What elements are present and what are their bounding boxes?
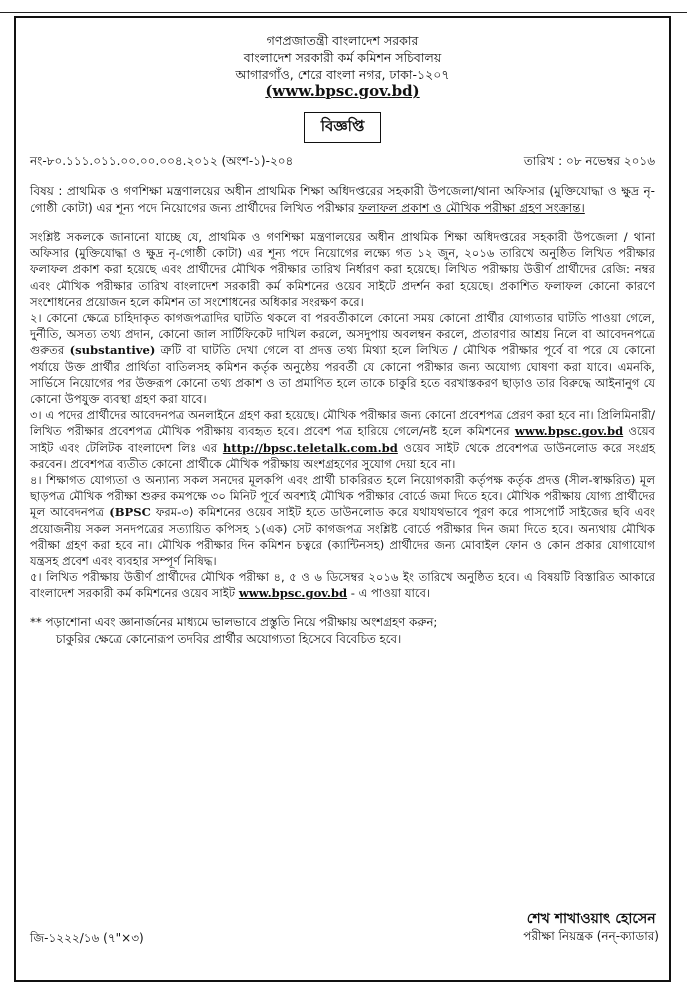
teletalk-link[interactable]: http://bpsc.teletalk.com.bd	[222, 440, 398, 455]
paragraph-4	[30, 472, 655, 569]
footnote-line-1: ** পড়াশোনা এবং জ্ঞানার্জনের মাধ্যমে ভালভাবে প্রস্তুতি নিয়ে পরীক্ষায় অংশগ্রহণ করুন;	[30, 614, 438, 629]
signature-block	[523, 911, 659, 945]
reference-line	[30, 153, 655, 173]
signatory-name: শেখ শাখাওয়াৎ হোসেন	[526, 911, 656, 927]
paragraph-3-text-cont: ওয়েব সাইট এবং টেলিটক বাংলাদেশ লিঃ এর	[30, 424, 655, 455]
header	[30, 32, 655, 100]
subject	[30, 183, 655, 217]
address-line: আগারগাঁও, শেরে বাংলা নগর, ঢাকা-১২০৭	[235, 67, 450, 82]
bpsc-form-term: (BPSC	[109, 505, 151, 520]
website-link[interactable]: (www.bpsc.gov.bd)	[265, 82, 420, 100]
paragraph-3	[30, 407, 655, 472]
substantive-term: (substantive)	[69, 343, 156, 358]
notice-title-wrap	[30, 112, 655, 143]
memo-number: জি-১২২২/১৬ (৭"×৩)	[30, 931, 144, 945]
paragraph-4-text-cont: ফরম-৩) কমিশনের ওয়েব সাইট হতে ডাউনলোড করে যথাযথভাবে পূরণ করে পাসপোর্ট সাইজের ছবি এবং প্রয়োজনীয় সকল সনদপত্রের সত্যায়িত কপিসহ ১(এক) সেট কাগজপত্র সংশ্লিষ্ট বোর্ডে পরীক্ষার দিন জমা দিতে হবে। অন্যথায় মৌখিক পরীক্ষা গ্রহণ করা হবে না। মৌখিক পরীক্ষার দিন কমিশন চত্বরে (ক্যান্টিনসহ) প্রার্থীদের জন্য মোবাইল ফোন ও কোন প্রকার যোগাযোগ যন্ত্রসহ প্রবেশ এবং ব্যবহার সম্পূর্ণ নিষিদ্ধ।	[30, 505, 655, 569]
reference-number: নং-৮০.১১১.০১১.০০.০০.০০৪.২০১২ (অংশ-১)-২০৪	[30, 154, 294, 168]
paragraph-4-text: ৪। শিক্ষাগত যোগ্যতা ও অন্যান্য সকল সনদের মূলকপি এবং প্রার্থী চাকরিরত হলে নিয়োগকারী কর্তৃপক্ষ কর্তৃক প্রদত্ত (সীল-স্বাক্ষরিত) মূল ছাড়পত্র মৌখিক পরীক্ষা শুরুর কমপক্ষে ৩০ মিনিট পূর্বে অবশ্যই মৌখিক পরীক্ষার বোর্ডে জমা দিতে হবে। মৌখিক পরীক্ষায় যোগ্য প্রার্থীদের মূল আবেদনপত্র	[30, 473, 655, 520]
subject-text-underlined: ফলাফল প্রকাশ ও মৌখিক পরীক্ষা গ্রহণ সংক্রান্ত।	[358, 201, 585, 215]
govt-line: গণপ্রজাতন্ত্রী বাংলাদেশ সরকার	[266, 33, 419, 48]
paragraph-2-text-cont: ত্রুটি বা ঘাটতি দেখা গেলে বা প্রদত্ত তথ্য মিথ্যা হলে লিখিত / মৌখিক পরীক্ষার পূর্বে বা পরে যে কোনো পর্যায়ে উক্ত প্রার্থীর প্রার্থিতা বাতিলসহ কমিশন কর্তৃক অনুষ্ঠেয় পরবর্তী যে কোনো পরীক্ষার জন্য অযোগ্য ঘোষণা করা যাবে। এমনকি, সার্ভিসে নিয়োগের পর উক্তরূপ কোনো তথ্য প্রকাশ ও তা প্রমাণিত হলে তাকে চাকুরি হতে বরখাস্তকরণ ছাড়াও তার বিরুদ্ধে আইনানুগ যে কোনো উপযুক্ত ব্যবস্থা গ্রহণ করা যাবে।	[30, 343, 655, 407]
paragraph-5-text-end: - এ পাওয়া যাবে।	[347, 586, 431, 601]
notice-content	[30, 32, 655, 648]
paragraph-5	[30, 569, 655, 601]
paragraph-3-text: ৩। এ পদের প্রার্থীদের আবেদনপত্র অনলাইনে গ্রহণ করা হয়েছে। মৌখিক পরীক্ষার জন্য কোনো প্রবেশপত্র প্রেরণ করা হবে না। প্রিলিমিনারী/লিখিত পরীক্ষার প্রবেশপত্র মৌখিক পরীক্ষায় ব্যবহৃত হবে। প্রবেশ পত্র হারিয়ে গেলে/নষ্ট হলে কমিশনের	[30, 408, 655, 439]
signatory-designation: পরীক্ষা নিয়ন্ত্রক (নন্-ক্যাডার)	[523, 929, 659, 943]
footnote	[30, 614, 655, 648]
notice-body	[30, 229, 655, 602]
previous-clipping-edge	[0, 0, 687, 13]
bpsc-website-link[interactable]: www.bpsc.gov.bd	[514, 424, 624, 439]
paragraph-2	[30, 310, 655, 407]
paragraph-1: সংশ্লিষ্ট সকলকে জানানো যাচ্ছে যে, প্রাথমিক ও গণশিক্ষা মন্ত্রণালয়ের অধীন প্রাথমিক শিক্ষা অধিদপ্তরের সহকারী উপজেলা / থানা অফিসার (মুক্তিযোদ্ধা ও ক্ষুদ্র নৃ-গোষ্ঠী কোটা) এর শূন্য পদে নিয়োগের লক্ষ্যে গত ১২ জুন, ২০১৬ তারিখে অনুষ্ঠিত লিখিত পরীক্ষার ফলাফল প্রকাশ করা হয়েছে এবং প্রার্থীদের মৌখিক পরীক্ষার তারিখ নির্ধারণ করা হয়েছে। লিখিত পরীক্ষায় উত্তীর্ণ প্রার্থীদের রেজি: নম্বর এবং মৌখিক পরীক্ষার তারিখ বাংলাদেশ সরকারী কর্ম কমিশনের ওয়েব সাইটে প্রদর্শন করা হয়েছে। প্রকাশিত ফলাফল কোনো কারণে সংশোধনের প্রয়োজন হলে কমিশন তা সংশোধনের অধিকার সংরক্ষণ করে।	[30, 230, 655, 309]
notice-frame	[14, 16, 671, 982]
paragraph-2-text: ২। কোনো ক্ষেত্রে চাহিদাকৃত কাগজপত্রাদির ঘাটতি থকলে বা পরবর্তীকালে কোনো সময় কোনো প্রার্থীর যোগ্যতার ঘাটতি পাওয়া গেলে, দুর্নীতি, অসত্য তথ্য প্রদান, কোনো জাল সার্টিফিকেট দাখিল করলে, অসদুপায় অবলম্বন করলে, প্রতারণার আশ্রয় নিলে বা আবেদনপত্রে গুরুতর	[30, 311, 655, 358]
notice-date: তারিখ : ০৮ নভেম্বর ২০১৬	[523, 154, 655, 168]
footnote-line-2: চাকুরির ক্ষেত্রে কোনোরূপ তদবির প্রার্থীর অযোগ্যতা হিসেবে বিবেচিত হবে।	[56, 631, 402, 646]
paragraph-5-text: ৫। লিখিত পরীক্ষায় উত্তীর্ণ প্রার্থীদের মৌখিক পরীক্ষা ৪, ৫ ও ৬ ডিসেম্বর ২০১৬ ইং তারিখে অনুষ্ঠিত হবে। এ বিষয়টি বিস্তারিত আকারে বাংলাদেশ সরকারী কর্ম কমিশনের ওয়েব সাইট	[30, 570, 655, 601]
bpsc-website-link-2[interactable]: www.bpsc.gov.bd	[238, 586, 348, 601]
org-line: বাংলাদেশ সরকারী কর্ম কমিশন সচিবালয়	[243, 50, 442, 65]
subject-text: বিষয় : প্রাথমিক ও গণশিক্ষা মন্ত্রণালয়ের অধীন প্রাথমিক শিক্ষা অধিদপ্তরের সহকারী উপজেলা/থানা অফিসার (মুক্তিযোদ্ধা ও ক্ষুদ্র নৃ-গোষ্ঠী কোটা) এর শূন্য পদে নিয়োগের জন্য প্রার্থীদের লিখিত পরীক্ষার	[30, 184, 655, 215]
paragraph-3-text-end: ওয়েব সাইট থেকে প্রবেশপত্র ডাউনলোড করে সংগ্রহ করবেন। প্রবেশপত্র ব্যতীত কোনো প্রার্থীকে মৌখিক পরীক্ষায় অংশগ্রহণের সুযোগ দেয়া হবে না।	[30, 440, 655, 471]
notice-title: বিজ্ঞপ্তি	[304, 112, 382, 143]
